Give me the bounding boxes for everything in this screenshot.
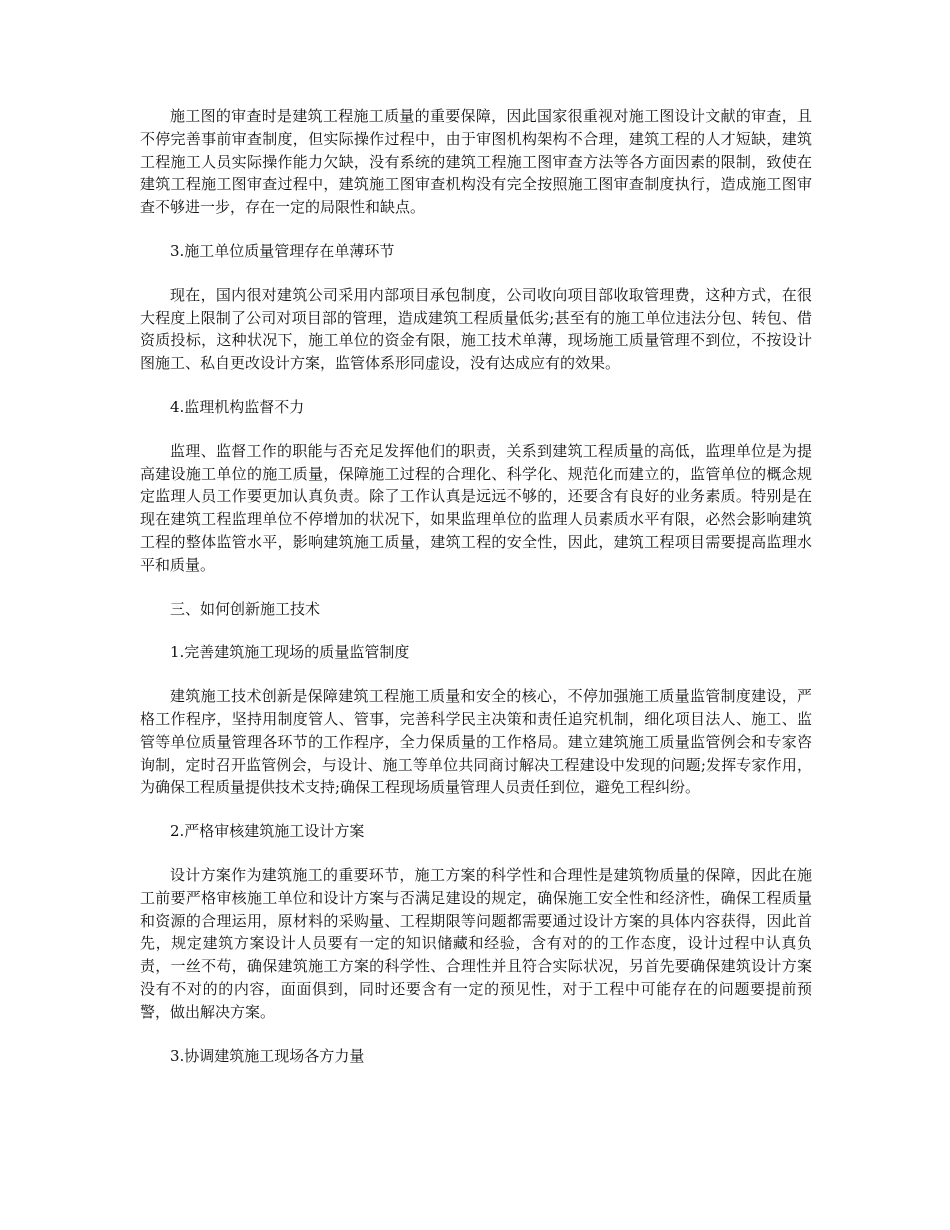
heading-supervision-weak: 4.监理机构监督不力: [170, 397, 305, 416]
heading-coordinate-forces: 3.协调建筑施工现场各方力量: [170, 1046, 365, 1065]
heading-section-three: 三、如何创新施工技术: [170, 599, 321, 618]
paragraph-drawing-review: 施工图的审查时是建筑工程施工质量的重要保障，因此国家很重视对施工图设计文献的审查，且不停完善事前审查制度，但实际操作过程中，由于审图机构架构不合理，建筑工程的人才短缺，建筑工程施工人员实际操作能力欠缺，没有系统的建筑工程施工图审查方法等各方面因素的限制，致使在建筑工程施工图审查过程中，建筑施工图审查机构没有完全按照施工图审查制度执行，造成施工图审查不够进一步，存在一定的局限性和缺点。: [140, 107, 812, 217]
heading-quality-system: 1.完善建筑施工现场的质量监管制度: [170, 643, 410, 662]
heading-design-review: 2.严格审核建筑施工设计方案: [170, 822, 365, 841]
paragraph-design-review: 设计方案作为建筑施工的重要环节，施工方案的科学性和合理性是建筑物质量的保障，因此在施工前要严格审核施工单位和设计方案与否满足建设的规定，确保施工安全性和经济性，确保工程质量和资源的合理运用，原材料的采购量、工程期限等问题都需要通过设计方案的具体内容获得，因此首先，规定建筑方案设计人员要有一定的知识储藏和经验，含有对的的工作态度，设计过程中认真负责，一丝不苟，确保建筑施工方案的科学性、合理性并且符合实际状况，另首先要确保建筑设计方案没有不对的的内容，面面俱到，同时还要含有一定的预见性，对于工程中可能存在的问题要提前预警，做出解决方案。: [140, 865, 812, 1021]
document-page: [140, 105, 812, 1088]
paragraph-quality-system: 建筑施工技术创新是保障建筑工程施工质量和安全的核心，不停加强施工质量监管制度建设，严格工作程序，坚持用制度管人、管事，完善科学民主决策和责任追究机制，细化项目法人、施工、监管等单位质量管理各环节的工作程序，全力保质量的工作格局。建立建筑施工质量监管例会和专家咨询制，定时召开监管例会，与设计、施工等单位共同商讨解决工程建设中发现的问题;发挥专家作用，为确保工程质量提供技术支持;确保工程现场质量管理人员责任到位，避免工程纠纷。: [140, 687, 812, 797]
paragraph-construction-unit: 现在，国内很对建筑公司采用内部项目承包制度，公司收向项目部收取管理费，这种方式，在很大程度上限制了公司对项目部的管理，造成建筑工程质量低劣;甚至有的施工单位违法分包、转包、借资质投标，这种状况下，施工单位的资金有限，施工技术单薄，现场施工质量管理不到位，不按设计图施工、私自更改设计方案，监管体系形同虚设，没有达成应有的效果。: [140, 285, 812, 373]
heading-construction-unit-quality: 3.施工单位质量管理存在单薄环节: [170, 241, 395, 260]
paragraph-supervision: 监理、监督工作的职能与否充足发挥他们的职责，关系到建筑工程质量的高低，监理单位是为提高建设施工单位的施工质量，保障施工过程的合理化、科学化、规范化而建立的，监管单位的概念规定监理人员工作要更加认真负责。除了工作认真是远远不够的，还要含有良好的业务素质。特别是在现在建筑工程监理单位不停增加的状况下，如果监理单位的监理人员素质水平有限，必然会影响建筑工程的整体监管水平，影响建筑施工质量，建筑工程的安全性，因此，建筑工程项目需要提高监理水平和质量。: [140, 441, 812, 574]
